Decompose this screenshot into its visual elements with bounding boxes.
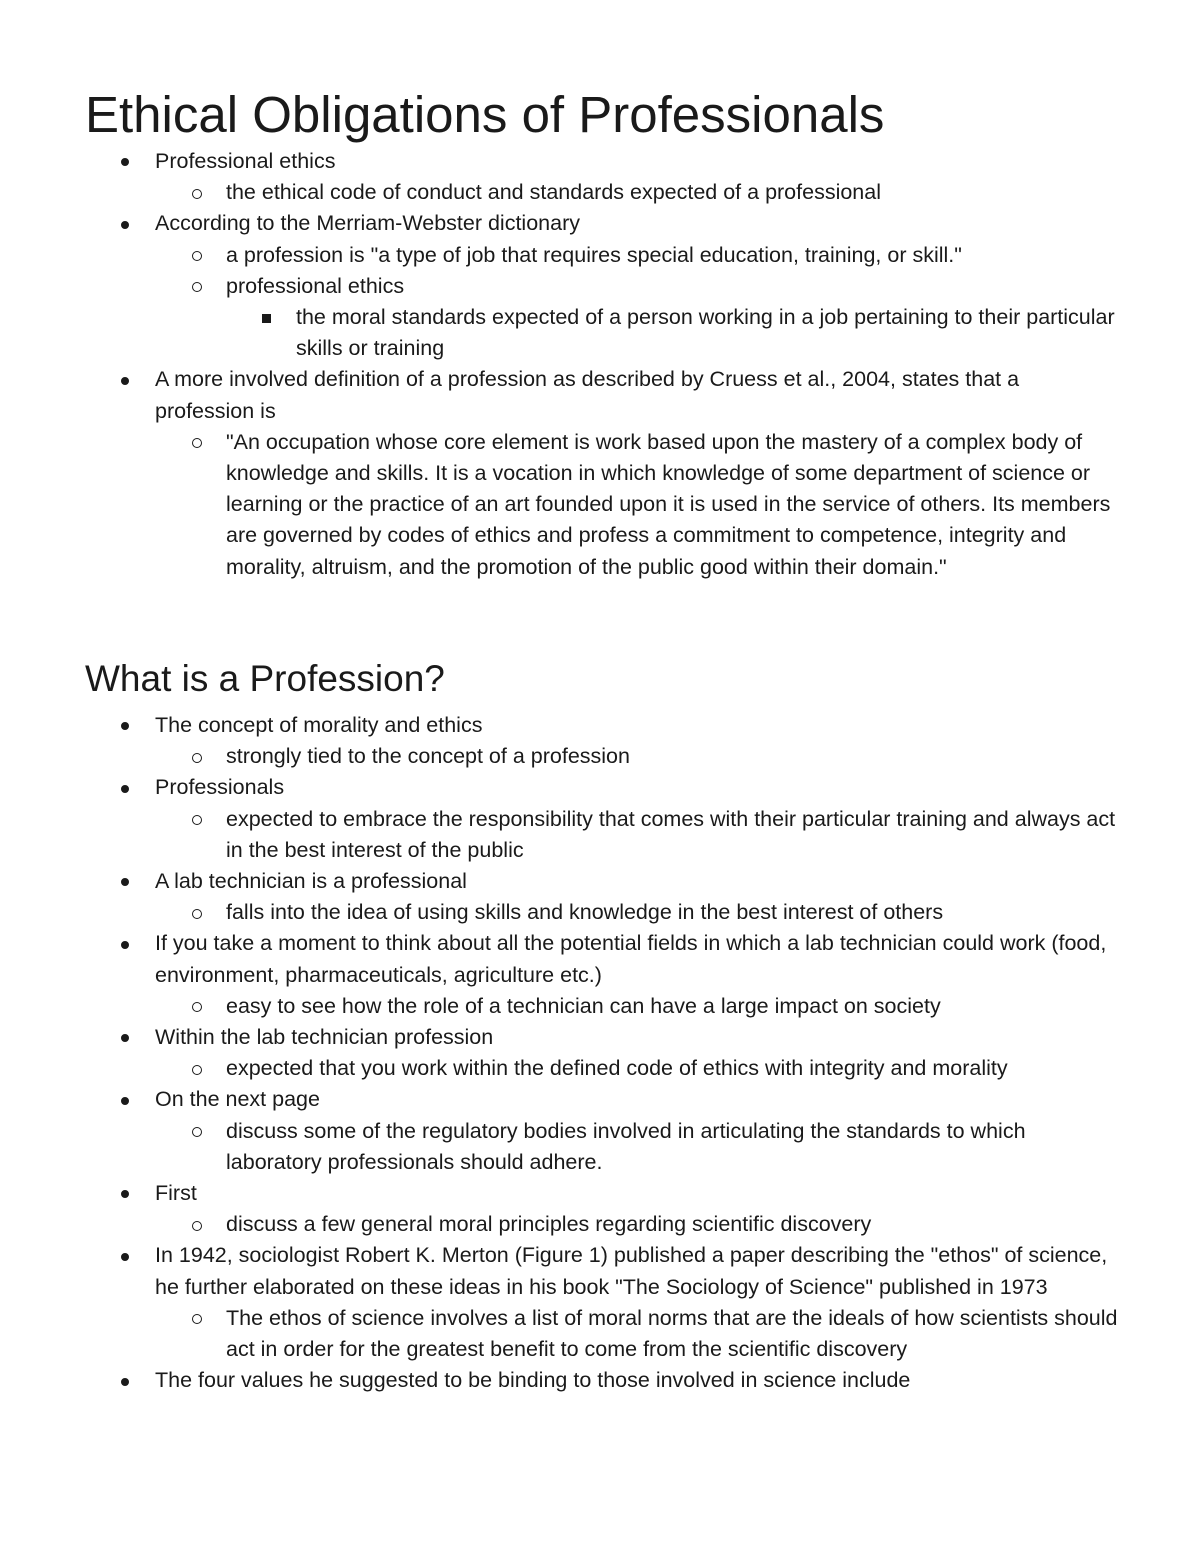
list-item-level2	[0, 741, 1200, 772]
bullet-circle-icon	[192, 271, 202, 302]
list-item-text: discuss a few general moral principles regarding scientific discovery	[226, 1212, 872, 1237]
list-item-text: Within the lab technician profession	[155, 1025, 494, 1050]
bullet-circle-icon	[192, 991, 202, 1022]
section2-list	[0, 710, 1200, 1396]
list-item-level1	[0, 772, 1200, 803]
bullet-disc-icon	[121, 1365, 129, 1396]
list-item-level1	[0, 928, 1200, 990]
list-item-level2	[0, 177, 1200, 208]
list-item-level1	[0, 1022, 1200, 1053]
list-item-level2	[0, 991, 1200, 1022]
bullet-disc-icon	[121, 866, 129, 897]
list-item-text: First	[155, 1181, 197, 1206]
page-title: Ethical Obligations of Professionals	[85, 86, 885, 143]
list-item-text: professional ethics	[226, 273, 405, 298]
list-item-text: falls into the idea of using skills and knowledge in the best interest of others	[226, 900, 944, 925]
bullet-disc-icon	[121, 1240, 129, 1271]
list-item-text: A more involved definition of a profession as described by Cruess et al., 2004, states that a profession is	[155, 367, 1020, 423]
bullet-circle-icon	[192, 177, 202, 208]
list-item-text: discuss some of the regulatory bodies involved in articulating the standards to which laboratory professionals should adhere.	[226, 1118, 1026, 1174]
bullet-circle-icon	[192, 240, 202, 271]
list-item-text: the ethical code of conduct and standards expected of a professional	[226, 180, 881, 205]
bullet-circle-icon	[192, 1303, 202, 1334]
bullet-circle-icon	[192, 804, 202, 835]
list-item-text: A lab technician is a professional	[155, 869, 467, 894]
list-item-text: The ethos of science involves a list of moral norms that are the ideals of how scientists should act in order for the greatest benefit to come from the scientific discovery	[226, 1305, 1118, 1362]
bullet-disc-icon	[121, 710, 129, 741]
list-item-text: expected that you work within the defined code of ethics with integrity and morality	[226, 1056, 1008, 1081]
list-item-level2	[0, 271, 1200, 302]
list-item-level2	[0, 897, 1200, 928]
list-item-level3	[0, 302, 1200, 364]
list-item-level2	[0, 1053, 1200, 1084]
list-item-level1	[0, 1084, 1200, 1115]
list-item-level1	[0, 1365, 1200, 1396]
bullet-disc-icon	[121, 1178, 129, 1209]
list-item-level2	[0, 240, 1200, 271]
list-item-text: the moral standards expected of a person working in a job pertaining to their particular skills or training	[296, 305, 1115, 361]
list-item-text: Professional ethics	[155, 149, 336, 173]
list-item-level1	[0, 1240, 1200, 1302]
bullet-disc-icon	[121, 146, 129, 177]
list-item-level1	[0, 364, 1200, 426]
bullet-circle-icon	[192, 1053, 202, 1084]
list-item-level1	[0, 208, 1200, 239]
list-item-level2	[0, 1116, 1200, 1178]
list-item-text: Professionals	[155, 775, 285, 800]
bullet-square-icon	[262, 302, 271, 333]
list-item-level2	[0, 1303, 1200, 1365]
bullet-circle-icon	[192, 427, 202, 458]
list-item-text: According to the Merriam-Webster dictionary	[155, 211, 580, 236]
list-item-text: expected to embrace the responsibility that comes with their particular training and always act in the best interest of the public	[226, 806, 1116, 862]
list-item-text: strongly tied to the concept of a profession	[226, 744, 630, 769]
list-item-level2	[0, 427, 1200, 583]
list-item-text: On the next page	[155, 1087, 320, 1112]
bullet-disc-icon	[121, 928, 129, 959]
section1-list	[0, 146, 1200, 583]
list-item-text: If you take a moment to think about all the potential fields in which a lab technician could work (food, environment, pharmaceuticals, agriculture etc.)	[155, 931, 1107, 987]
bullet-circle-icon	[192, 1116, 202, 1147]
list-item-level2	[0, 804, 1200, 866]
bullet-disc-icon	[121, 208, 129, 239]
bullet-disc-icon	[121, 772, 129, 803]
list-item-text: "An occupation whose core element is work based upon the mastery of a complex body of knowledge and skills. It is a vocation in which knowledge of some department of science or learning or the practice of an art founded upon it is used in the service of others. Its members are governed by codes of ethics and profess a commitment to competence, integrity and morality, altruism, and the promotion of the public good within their domain."	[226, 429, 1111, 579]
list-item-text: In 1942, sociologist Robert K. Merton (Figure 1) published a paper describing the "ethos" of science, he further elaborated on these ideas in his book "The Sociology of Science" published in 1973	[155, 1243, 1108, 1299]
bullet-circle-icon	[192, 1209, 202, 1240]
list-item-level1	[0, 866, 1200, 897]
list-item-text: a profession is "a type of job that requires special education, training, or skill."	[226, 242, 962, 267]
list-item-level1	[0, 710, 1200, 741]
bullet-circle-icon	[192, 741, 202, 772]
list-item-level1	[0, 1178, 1200, 1209]
list-item-level2	[0, 1209, 1200, 1240]
bullet-circle-icon	[192, 897, 202, 928]
bullet-disc-icon	[121, 1022, 129, 1053]
section-heading: What is a Profession?	[85, 658, 445, 699]
list-item-text: easy to see how the role of a technician can have a large impact on society	[226, 993, 941, 1018]
list-item-text: The four values he suggested to be binding to those involved in science include	[155, 1368, 911, 1393]
bullet-disc-icon	[121, 364, 129, 395]
bullet-disc-icon	[121, 1084, 129, 1115]
list-item-level1	[0, 146, 1200, 177]
list-item-text: The concept of morality and ethics	[155, 713, 483, 737]
